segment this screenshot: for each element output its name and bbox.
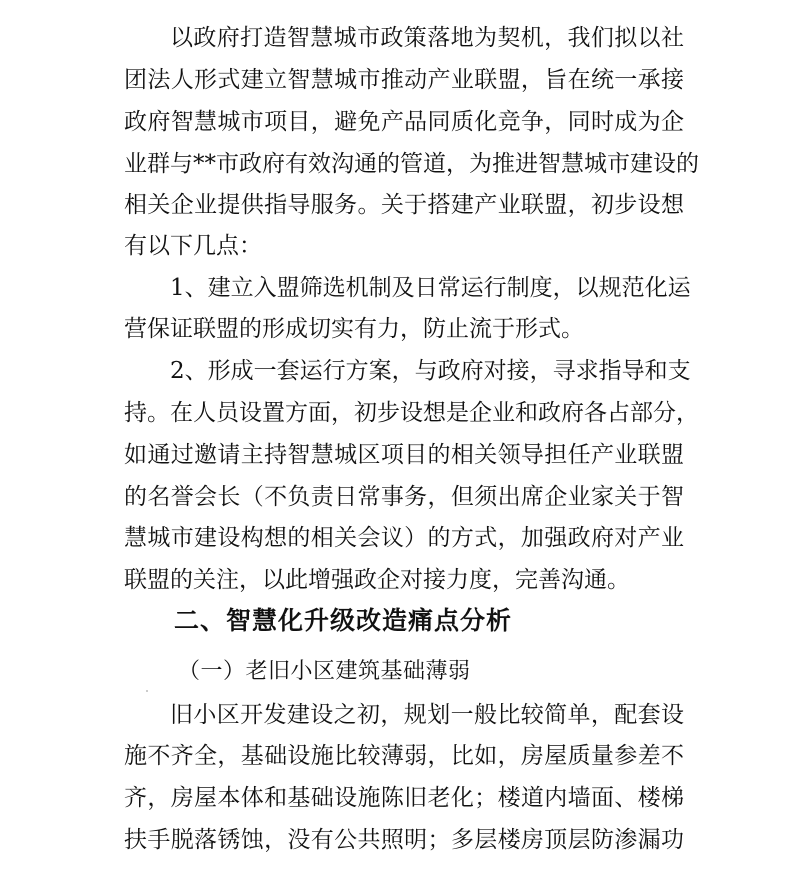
paragraph-3-line-3: 如通过邀请主持智慧城区项目的相关领导担任产业联盟 — [124, 442, 684, 468]
subsection-heading: （一）老旧小区建筑基础薄弱 — [178, 659, 471, 684]
paragraph-1-line-1: 以政府打造智慧城市政策落地为契机，我们拟以社 — [170, 25, 684, 51]
paragraph-4-line-3: 齐，房屋本体和基础设施陈旧老化；楼道内墙面、楼梯 — [124, 785, 684, 811]
paragraph-3-line-2: 持。在人员设置方面，初步设想是企业和政府各占部分， — [124, 400, 699, 426]
paragraph-3-line-4: 的名誉会长（不负责日常事务，但须出席企业家关于智 — [124, 484, 684, 510]
paragraph-1-line-5: 相关企业提供指导服务。关于搭建产业联盟，初步设想 — [124, 192, 684, 218]
section-heading: 二、智慧化升级改造痛点分析 — [174, 606, 513, 635]
paragraph-3-line-6: 联盟的关注，以此增强政企对接力度，完善沟通。 — [124, 567, 630, 593]
paragraph-4-line-2: 施不齐全，基础设施比较薄弱，比如，房屋质量参差不 — [124, 743, 684, 769]
paragraph-1-line-6: 有以下几点： — [124, 233, 262, 259]
paragraph-3-line-5: 慧城市建设构想的相关会议）的方式，加强政府对产业 — [124, 525, 684, 551]
paragraph-4-line-4: 扶手脱落锈蚀，没有公共照明；多层楼房顶层防渗漏功 — [124, 827, 684, 853]
paragraph-1-line-2: 团法人形式建立智慧城市推动产业联盟，旨在统一承接 — [124, 67, 684, 93]
paragraph-1-line-3: 政府智慧城市项目，避免产品同质化竞争，同时成为企 — [124, 109, 684, 135]
paragraph-3-line-1: 2、形成一套运行方案，与政府对接，寻求指导和支 — [170, 358, 691, 384]
scan-dot — [146, 690, 148, 692]
paragraph-2-line-1: 1、建立入盟筛选机制及日常运行制度，以规范化运 — [170, 275, 691, 301]
paragraph-4-line-1: 旧小区开发建设之初，规划一般比较简单，配套设 — [170, 702, 684, 728]
paragraph-1-line-4: 业群与**市政府有效沟通的管道，为推进智慧城市建设的 — [124, 151, 699, 177]
paragraph-2-line-2: 营保证联盟的形成切实有力，防止流于形式。 — [124, 316, 584, 342]
